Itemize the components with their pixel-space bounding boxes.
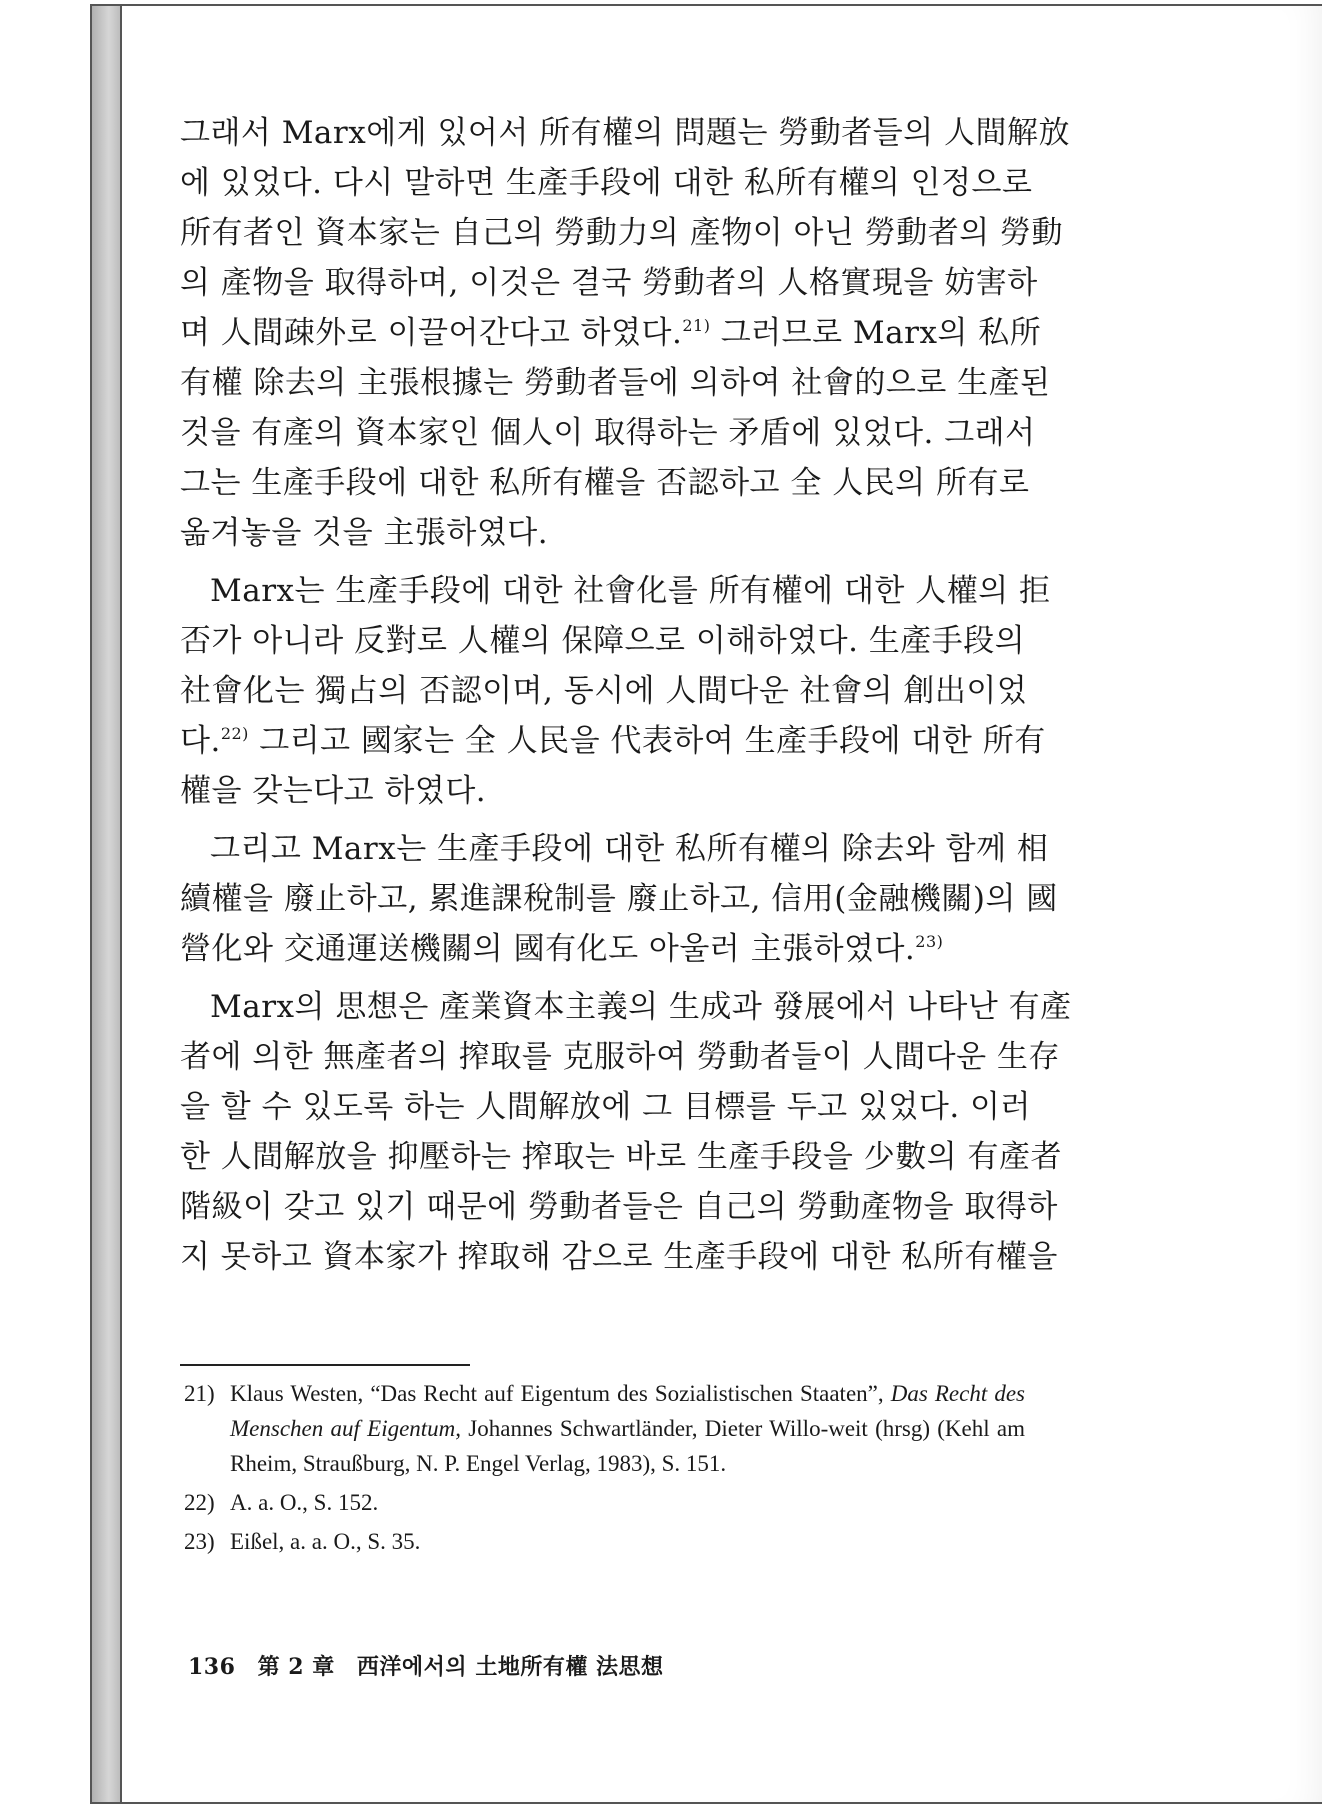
- text-line: 의 產物을 取得하며, 이것은 결국 勞動者의 人格實現을 妨害하: [180, 265, 1038, 301]
- paragraph-3: [180, 824, 1058, 974]
- footnote-text: Eißel, a. a. O., S. 35.: [230, 1529, 421, 1554]
- footnote-ref-22: 22): [220, 724, 249, 743]
- footnote-text: [230, 1376, 1025, 1481]
- footnote-divider: [180, 1364, 470, 1366]
- text-line: [180, 716, 1046, 766]
- paragraph-2: [180, 566, 1051, 816]
- chapter-title: 西洋에서의 土地所有權 法思想: [356, 1654, 664, 1680]
- footnotes: [180, 1372, 1025, 1559]
- text-line: 그는 生產手段에 대한 私所有權을 否認하고 全 人民의 所有로: [180, 465, 1030, 501]
- footnote-number: 21): [184, 1381, 215, 1406]
- text-line: 權을 갖는다고 하였다.: [180, 773, 487, 809]
- text-line: [180, 308, 1042, 358]
- text-line: 옮겨놓을 것을 主張하였다.: [180, 515, 549, 551]
- body-text: [180, 108, 1072, 1282]
- text-segment: 며 人間疎外로 이끌어간다고 하였다.: [180, 315, 683, 351]
- paragraph-1: [180, 108, 1070, 558]
- text-segment: 다.: [180, 723, 221, 759]
- footnote-23: [180, 1524, 1025, 1559]
- footnote-22: [180, 1485, 1025, 1520]
- chapter-label: 第 2 章: [257, 1654, 335, 1680]
- text-line: 그래서 Marx에게 있어서 所有權의 問題는 勞動者들의 人間解放: [180, 115, 1070, 151]
- text-line: 것을 有產의 資本家인 個人이 取得하는 矛盾에 있었다. 그래서: [180, 415, 1036, 451]
- text-line: Marx는 生產手段에 대한 社會化를 所有權에 대한 人權의 拒: [210, 573, 1051, 609]
- text-segment: Klaus Westen, “Das Recht auf Eigentum des Sozialistischen Staaten”,: [230, 1381, 891, 1406]
- text-line: 그리고 Marx는 生產手段에 대한 私所有權의 除去와 함께 相: [210, 831, 1049, 867]
- book-title: Das Recht des Menschen auf Eigentum,: [230, 1381, 1025, 1441]
- text-line: 者에 의한 無產者의 搾取를 克服하여 勞動者들이 人間다운 生存: [180, 1039, 1060, 1075]
- running-footer: [188, 1650, 664, 1681]
- text-segment: 그러므로 Marx의 私所: [710, 315, 1042, 351]
- footnote-ref-21: 21): [682, 316, 711, 335]
- book-spine: [90, 4, 122, 1804]
- footnote-21: [180, 1376, 1025, 1481]
- page-number: 136: [188, 1654, 236, 1680]
- text-segment: 그리고 國家는 全 人民을 代表하여 生產手段에 대한 所有: [248, 723, 1046, 759]
- paragraph-4: [180, 982, 1072, 1282]
- text-line: 에 있었다. 다시 말하면 生產手段에 대한 私所有權의 인정으로: [180, 165, 1033, 201]
- text-line: 階級이 갖고 있기 때문에 勞動者들은 自己의 勞動產物을 取得하: [180, 1189, 1058, 1225]
- text-line: [180, 924, 1025, 974]
- text-line: 지 못하고 資本家가 搾取해 감으로 生產手段에 대한 私所有權을: [180, 1239, 1058, 1275]
- text-line: 所有者인 資本家는 自己의 勞動力의 產物이 아닌 勞動者의 勞動: [180, 215, 1064, 251]
- footnote-number: 23): [184, 1529, 215, 1554]
- footnote-text: A. a. O., S. 152.: [230, 1490, 379, 1515]
- text-line: 有權 除去의 主張根據는 勞動者들에 의하여 社會的으로 生產된: [180, 365, 1051, 401]
- footnote-number: 22): [184, 1490, 215, 1515]
- text-line: Marx의 思想은 產業資本主義의 生成과 發展에서 나타난 有產: [210, 989, 1072, 1025]
- text-line: 續權을 廢止하고, 累進課稅制를 廢止하고, 信用(金融機關)의 國: [180, 881, 1058, 917]
- text-line: 否가 아니라 反對로 人權의 保障으로 이해하였다. 生產手段의: [180, 623, 1026, 659]
- text-segment: Johannes Schwartländer, Dieter Willo-weit (hrsg) (Kehl am Rheim, Straußburg, N. P. Engel Verlag, 1983), S. 151.: [230, 1416, 1025, 1476]
- text-line: 을 할 수 있도록 하는 人間解放에 그 目標를 두고 있었다. 이러: [180, 1089, 1031, 1125]
- footnote-ref-23: 23): [915, 932, 944, 951]
- text-segment: 營化와 交通運送機關의 國有化도 아울러 主張하였다.: [180, 931, 916, 967]
- text-line: 한 人間解放을 抑壓하는 搾取는 바로 生產手段을 少數의 有產者: [180, 1139, 1062, 1175]
- text-line: 社會化는 獨占의 否認이며, 동시에 人間다운 社會의 創出이었: [180, 673, 1028, 709]
